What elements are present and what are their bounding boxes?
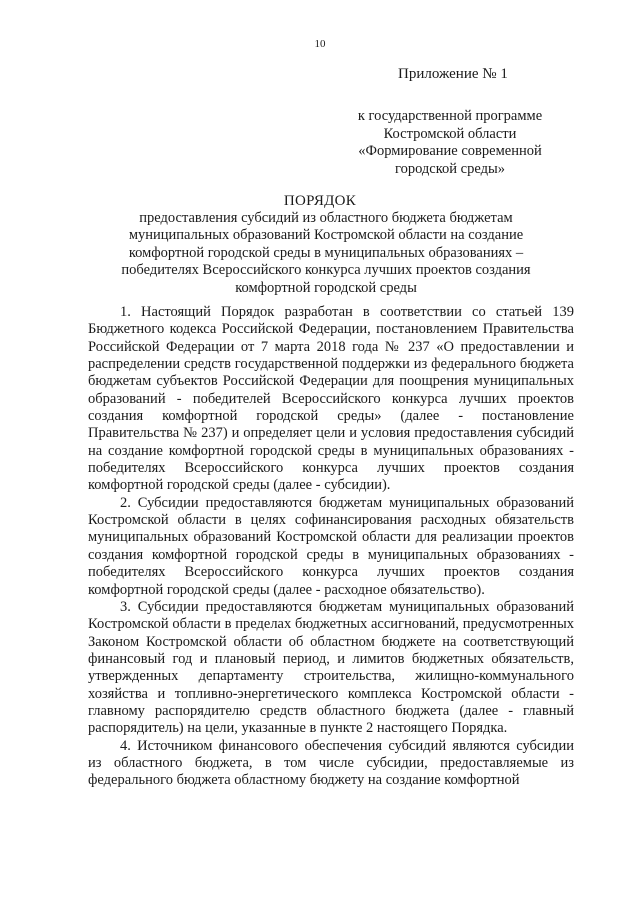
- paragraph-3: 3. Субсидии предоставляются бюджетам муниципальных образований Костромской области в пределах бюджетных ассигнований, предусмотренных Законом Костромской области об областном бюджете на соответствующий финансовый год и плановый период, и лимитов бюджетных обязательств, утвержденных департаменту строительства, жилищно-коммунального хозяйства и топливно-энергетического комплекса Костромской области - главному распорядителю средств областного бюджета (далее - главный распорядитель) на цели, указанные в пункте 2 настоящего Порядка.: [88, 598, 574, 737]
- subtitle-line: комфортной городской среды: [235, 279, 417, 296]
- subtitle-line: муниципальных образований Костромской области на создание: [128, 227, 524, 244]
- program-line: «Формирование современной: [358, 143, 542, 160]
- page-number: 10: [314, 38, 326, 50]
- paragraph-2: 2. Субсидии предоставляются бюджетам муниципальных образований Костромской области в целях софинансирования расходных обязательств муниципальных образований Костромской области для реализации проектов создания комфортной городской среды в муниципальных образованиях - победителях Всероссийского конкурса лучших проектов создания комфортной городской среды (далее - расходное обязательство).: [88, 494, 574, 598]
- subtitle-line: комфортной городской среды в муниципальных образованиях –: [128, 244, 524, 261]
- program-line: к государственной программе: [357, 108, 543, 124]
- subtitle-line: предоставления субсидий из областного бюджета бюджетам: [139, 210, 513, 226]
- program-line: городской среды»: [395, 160, 505, 177]
- document-title: ПОРЯДОК: [283, 193, 357, 209]
- document-body: [88, 304, 574, 790]
- document-subtitle: [108, 210, 544, 297]
- subtitle-line: победителях Всероссийского конкурса лучших проектов создания: [121, 262, 531, 279]
- paragraph-4: 4. Источником финансового обеспечения субсидий являются субсидии из областного бюджета, в том числе субсидии, предоставляемые из федерального бюджета областному бюджету на создание комфортной: [88, 737, 574, 789]
- program-line: Костромской области: [383, 125, 517, 142]
- program-reference: [350, 108, 550, 178]
- paragraph-1: 1. Настоящий Порядок разработан в соответствии со статьей 139 Бюджетного кодекса Российской Федерации, постановлением Правительства Российской Федерации от 7 марта 2018 года № 237 «О предоставлении и распределении средств государственной поддержки из федерального бюджета бюджетам субъектов Российской Федерации для поощрения муниципальных образований - победителей Всероссийского конкурса лучших проектов создания комфортной городской среды» (далее - постановление Правительства № 237) и определяет цели и условия предоставления субсидий на создание комфортной городской среды в муниципальных образованиях - победителях Всероссийского конкурса лучших проектов создания комфортной городской среды (далее - субсидии).: [88, 304, 574, 494]
- appendix-label: Приложение № 1: [398, 66, 508, 82]
